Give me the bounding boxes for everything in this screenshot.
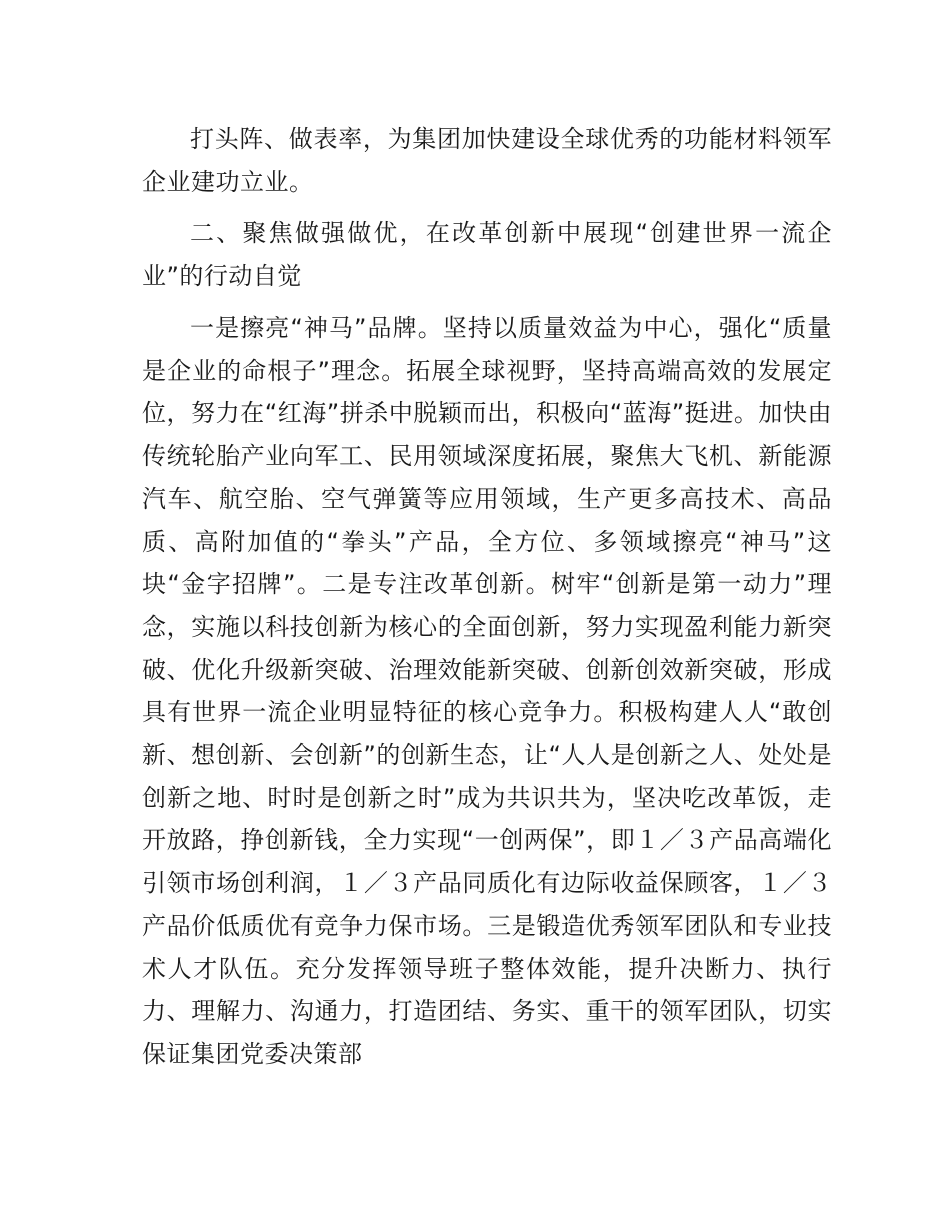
body-paragraph-2: 一是擦亮“神马”品牌。坚持以质量效益为中心，强化“质量是企业的命根子”理念。拓展全球视野，坚持高端高效的发展定位，努力在“红海”拼杀中脱颖而出，积极向“蓝海”挺进。加快由传统轮胎产业向军工、民用领域深度拓展，聚焦大飞机、新能源汽车、航空胎、空气弹簧等应用领域，生产更多高技术、高品质、高附加值的“拳头”产品，全方位、多领域擦亮“神马”这块“金字招牌”。二是专注改革创新。树牢“创新是第一动力”理念，实施以科技创新为核心的全面创新，努力实现盈利能力新突破、优化升级新突破、治理效能新突破、创新创效新突破，形成具有世界一流企业明显特征的核心竞争力。积极构建人人“敢创新、想创新、会创新”的创新生态，让“人人是创新之人、处处是创新之地、时时是创新之时”成为共识共为，坚决吃改革饭，走开放路，挣创新钱，全力实现“一创两保”，即１／３产品高端化引领市场创利润，１／３产品同质化有边际收益保顾客，１／３产品价低质优有竞争力保市场。三是锻造优秀领军团队和专业技术人才队伍。充分发挥领导班子整体效能，提升决断力、执行力、理解力、沟通力，打造团结、务实、重干的领军团队，切实保证集团党委决策部 <box>142 314 832 1068</box>
body-paragraph-1: 打头阵、做表率，为集团加快建设全球优秀的功能材料领军企业建功立业。 <box>142 125 832 196</box>
section-heading: 二、聚焦做强做优，在改革创新中展现“创建世界一流企业”的行动自觉 <box>142 219 832 290</box>
